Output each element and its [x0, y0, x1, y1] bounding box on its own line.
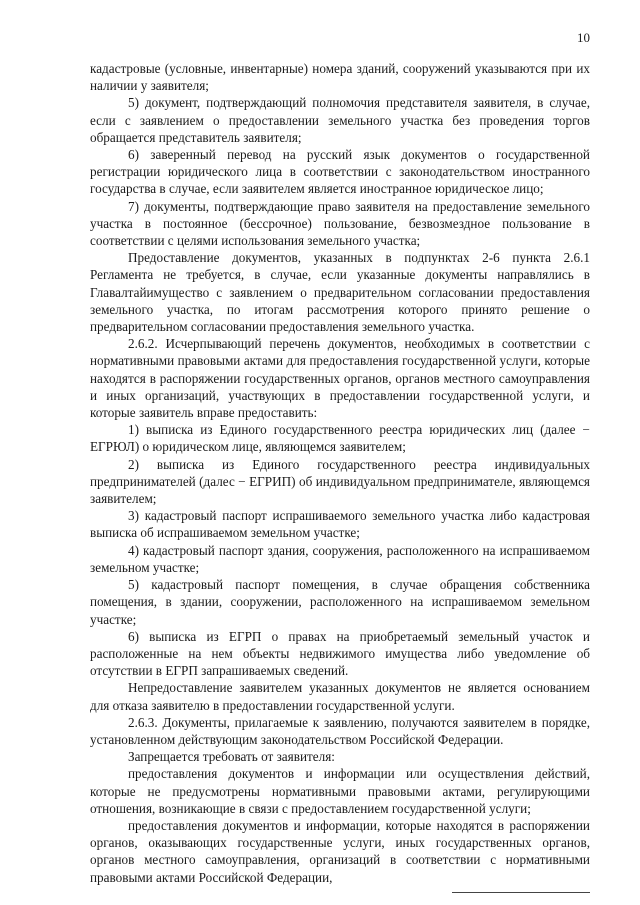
paragraph-9: 3) кадастровый паспорт испрашиваемого земельного участка либо кадастровая выписка об испрашиваемом земельном участке; [90, 508, 590, 541]
paragraph-6: 2.6.2. Исчерпывающий перечень документов, необходимых в соответствии с нормативными правовыми актами для предоставления государственной услуги, которые находятся в распоряжении государственных органов, органов местного самоуправления и иных организаций, участвующих в предоставлении государственной услуги, и которые заявитель вправе предоставить: [90, 336, 590, 421]
paragraph-8: 2) выписка из Единого государственного реестра индивидуальных предпринимателей (далес − ЕГРИП) об индивидуальном предпринимателе, являющемся заявителем; [90, 456, 590, 507]
footer-rule [452, 892, 590, 893]
paragraph-11: 5) кадастровый паспорт помещения, в случае обращения собственника помещения, в здании, сооружении, расположенного на испрашиваемом земельном участке; [90, 577, 590, 627]
paragraph-3: 6) заверенный перевод на русский язык документов о государственной регистрации юридического лица в соответствии с законодательством иностранного государства в случае, если заявителем является иностранное юридическое лицо; [90, 147, 590, 197]
paragraph-5: Предоставление документов, указанных в подпунктах 2-6 пункта 2.6.1 Регламента не требуется, в случае, если указанные документы направлялись в Главалтайимущество с заявлением о предварительном согласовании предоставления земельного участка, по итогам рассмотрения которого принято решение о предварительном согласовании предоставления земельного участка. [90, 250, 590, 335]
paragraph-14: 2.6.3. Документы, прилагаемые к заявлению, получаются заявителем в порядке, установленном действующим законодательством Российской Федерации. [90, 714, 590, 747]
paragraph-4: 7) документы, подтверждающие право заявителя на предоставление земельного участка в постоянное (бессрочное) пользование, безвозмездное пользование в соответствии с целями использования земельного участка; [90, 198, 590, 249]
paragraph-16: предоставления документов и информации или осуществления действий, которые не предусмотрены нормативными правовыми актами, регулирующими отношения, возникающие в связи с предоставлением государственной услуги; [90, 766, 590, 816]
paragraph-15: Запрещается требовать от заявителя: [128, 749, 335, 765]
paragraph-12: 6) выписка из ЕГРП о правах на приобретаемый земельный участок и расположенные на нем объекты недвижимого имущества либо уведомление об отсутствии в ЕГРП запрашиваемых сведений. [90, 628, 590, 679]
paragraph-1: кадастровые (условные, инвентарные) номера зданий, сооружений указываются при их наличии у заявителя; [90, 61, 590, 94]
page-number: 10 [577, 30, 590, 45]
paragraph-10: 4) кадастровый паспорт здания, сооружения, расположенного на испрашиваемом земельном участке; [90, 542, 590, 575]
paragraph-2: 5) документ, подтверждающий полномочия представителя заявителя, в случае, если с заявлением о предоставлении земельного участка без проведения торгов обращается представитель заявителя; [90, 95, 590, 145]
paragraph-17: предоставления документов и информации, которые находятся в распоряжении органов, оказывающих государственные услуги, иных государственных органов, органов местного самоуправления, организаций в соответствии с нормативными правовыми актами Российской Федерации, [90, 817, 590, 885]
document-body [90, 60, 590, 886]
paragraph-7: 1) выписка из Единого государственного реестра юридических лиц (далее − ЕГРЮЛ) о юридическом лице, являющемся заявителем; [90, 422, 590, 455]
paragraph-13: Непредоставление заявителем указанных документов не является основанием для отказа заявителю в предоставлении государственной услуги. [90, 680, 590, 713]
